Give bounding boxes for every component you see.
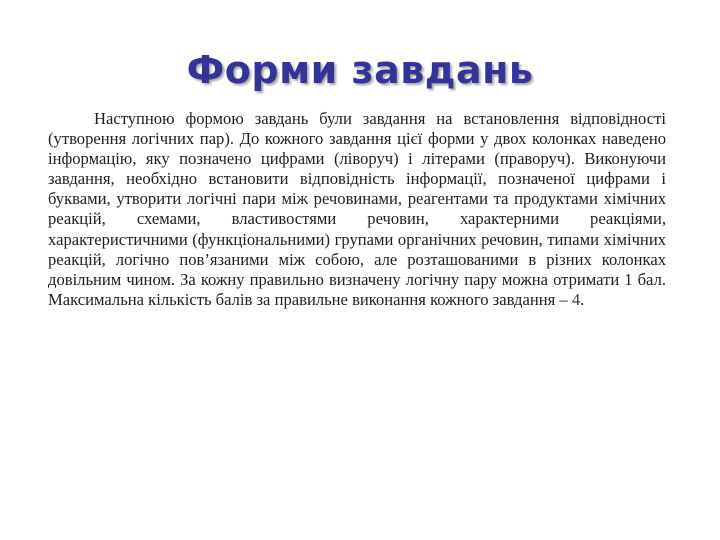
max-points-value: 4 bbox=[571, 289, 581, 309]
slide-title: Форми завдань bbox=[186, 48, 534, 92]
body-paragraph bbox=[48, 109, 666, 310]
final-period: . bbox=[580, 289, 585, 309]
body-text-main: Наступною формою завдань були завдання на встановлення відповідності (утворення логічних пар). До кожного завдання цієї форми у двох колонках наведено інформацію, яку позначено цифрами (ліворуч) і літерами (праворуч). Виконуючи завдання, необхідно встановити відповідність інформації, позначеної цифрами і буквами, утворити логічні пари між речовинами, реагентами та продуктами хімічних реакцій, схемами, властивостями речовин, характерними реакціями, характеристичними (функціональними) групами органічних речовин, типами хімічних реакцій, логічно пов’язаними між собою, але розташованими в різних колонках довільним чином. За кожну правильно визначену логічну пару можна отримати 1 бал. Максимальна кількість балів за правильне виконання кожного завдання – bbox=[48, 109, 666, 309]
